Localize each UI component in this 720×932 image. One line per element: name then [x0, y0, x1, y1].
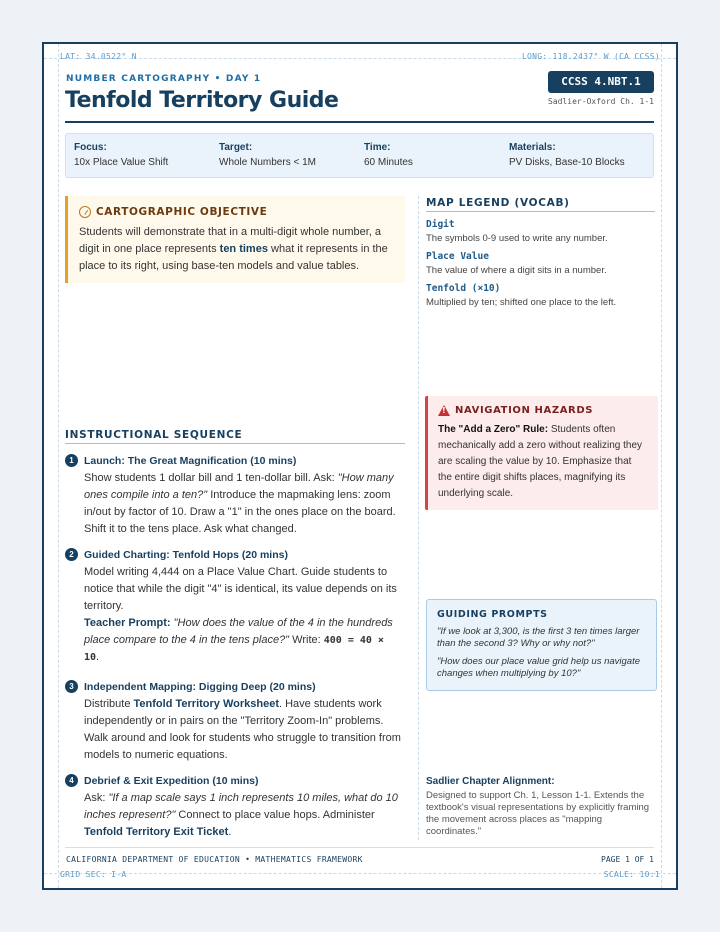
- page-number: PAGE 1 OF 1: [601, 855, 654, 864]
- legend-term: Digit: [426, 219, 455, 230]
- hazards-body: Students often mechanically add a zero without realizing they are scaling the value by 10. Emphasize that the entire digit shifts places, magnifying its underlying scale.: [438, 424, 642, 499]
- title-divider: [65, 121, 654, 123]
- step-quote: "How many ones compile into a ten?": [84, 472, 394, 501]
- objective-heading: [79, 206, 395, 218]
- info-focus: [74, 142, 168, 168]
- step-quote: "How does the value of the 4 in the hundreds place compare to the 4 in the tens place?": [84, 617, 393, 646]
- hazards-callout: [425, 396, 658, 510]
- alignment-text: Designed to support Ch. 1, Lesson 1-1. Extends the textbook's visual representations by explicitly framing the movement across places as "mapping coordinates.": [426, 790, 650, 837]
- step-title: Debrief & Exit Expedition (10 mins): [84, 774, 259, 787]
- step-text: .: [228, 826, 232, 838]
- step-body: [65, 790, 405, 841]
- coord-top-left: LAT: 34.0522° N: [60, 52, 137, 61]
- footer-divider: [65, 847, 654, 848]
- step-text: Connect to place value hops. Administer: [175, 809, 375, 821]
- info-label: Materials:: [509, 142, 556, 153]
- info-value: PV Disks, Base-10 Blocks: [509, 157, 625, 168]
- step-3: [65, 680, 405, 764]
- step-body: [65, 696, 405, 764]
- footer-source: CALIFORNIA DEPARTMENT OF EDUCATION • MATHEMATICS FRAMEWORK: [66, 855, 363, 864]
- legend-def: The value of where a digit sits in a number.: [426, 265, 607, 276]
- info-bar: [65, 133, 654, 178]
- step-title: Launch: The Great Magnification (10 mins): [84, 454, 297, 467]
- grid-line: [44, 873, 676, 874]
- objective-callout: [65, 196, 405, 283]
- legend-item: [426, 251, 658, 276]
- step-heading: [65, 774, 405, 787]
- kicker: NUMBER CARTOGRAPHY • DAY 1: [66, 74, 262, 84]
- info-value: 60 Minutes: [364, 157, 413, 168]
- objective-text: [79, 224, 395, 275]
- source-label: Sadlier-Oxford Ch. 1-1: [548, 97, 654, 106]
- prompts-heading: GUIDING PROMPTS: [437, 609, 548, 620]
- step-quote: "If a map scale says 1 inch represents 10 miles, what do 10 inches represent?": [84, 792, 398, 821]
- objective-emphasis: ten times: [219, 243, 268, 255]
- step-body: [65, 470, 405, 538]
- legend-divider: [426, 211, 655, 212]
- step-heading: [65, 454, 405, 467]
- worksheet-name: Tenfold Territory Worksheet: [133, 698, 279, 710]
- step-number: 3: [65, 680, 78, 693]
- grid-line: [58, 44, 59, 888]
- step-heading: [65, 548, 405, 561]
- prompt-item: "How does our place value grid help us navigate changes when multiplying by 10?": [437, 656, 640, 679]
- step-number: 4: [65, 774, 78, 787]
- info-label: Target:: [219, 142, 253, 153]
- step-text: . Have students work independently or in pairs on the "Territory Zoom-In" problems. Walk around and look for students who struggle to transition from models to numeric equations.: [84, 698, 401, 761]
- legend-item: [426, 283, 658, 308]
- info-value: Whole Numbers < 1M: [219, 157, 316, 168]
- sequence-heading: INSTRUCTIONAL SEQUENCE: [65, 429, 243, 441]
- info-time: [364, 142, 413, 168]
- step-number: 2: [65, 548, 78, 561]
- step-text: .: [96, 651, 100, 663]
- hazards-rule: The "Add a Zero" Rule:: [438, 424, 549, 435]
- legend-term: Place Value: [426, 251, 489, 262]
- info-value: 10x Place Value Shift: [74, 157, 169, 168]
- standard-badge: CCSS 4.NBT.1: [548, 71, 654, 93]
- legend-item: [426, 219, 658, 244]
- teacher-prompt-label: Teacher Prompt:: [84, 617, 171, 629]
- step-text: Distribute: [84, 698, 134, 710]
- step-text: Ask:: [84, 792, 109, 804]
- info-target: [219, 142, 316, 168]
- objective-text-b: what it represents in the place to its right, using base-ten models and value tables.: [79, 243, 388, 272]
- guiding-prompts: [426, 599, 657, 691]
- hazards-heading: [438, 405, 648, 416]
- equation: 400 = 40 × 10: [84, 635, 384, 663]
- warning-icon: [438, 405, 450, 416]
- compass-icon: [79, 206, 91, 218]
- step-text: Introduce the mapmaking lens: zoom in/out by factor of 10. Draw a "1" in the ones place on the board. Shift it to the tens place. Ask what changed.: [84, 489, 396, 535]
- legend-def: Multiplied by ten; shifted one place to the left.: [426, 297, 617, 308]
- step-2: [65, 548, 405, 666]
- exit-ticket-name: Tenfold Territory Exit Ticket: [84, 826, 229, 838]
- step-title: Independent Mapping: Digging Deep (20 mins): [84, 680, 316, 693]
- page-title: Tenfold Territory Guide: [65, 88, 339, 113]
- grid-line: [661, 44, 662, 888]
- column-divider: [418, 196, 419, 840]
- legend-def: The symbols 0-9 used to write any number.: [426, 233, 608, 244]
- legend-heading: MAP LEGEND (VOCAB): [426, 197, 570, 209]
- objective-heading-text: CARTOGRAPHIC OBJECTIVE: [96, 206, 268, 218]
- step-heading: [65, 680, 405, 693]
- chapter-alignment: [426, 776, 658, 838]
- coord-top-right: LONG: 118.2437° W (CA CCSS): [521, 52, 660, 61]
- step-4: [65, 774, 405, 841]
- coord-bottom-left: GRID SEC: I-A: [60, 870, 127, 879]
- lesson-page: [42, 42, 678, 890]
- objective-text-a: Students will demonstrate that in a multi-digit whole number, a digit in one place represents: [79, 226, 382, 255]
- alignment-heading: Sadlier Chapter Alignment:: [426, 776, 555, 787]
- coord-bottom-right: SCALE: 10:1: [603, 870, 660, 879]
- step-text: Write:: [289, 634, 324, 646]
- info-label: Focus:: [74, 142, 107, 153]
- prompt-item: "If we look at 3,300, is the first 3 ten times larger than the second 3? Why or why not?": [437, 626, 640, 649]
- step-1: [65, 454, 405, 538]
- hazards-heading-text: NAVIGATION HAZARDS: [455, 405, 594, 416]
- hazards-text: [438, 422, 648, 502]
- legend-term: Tenfold (×10): [426, 283, 501, 294]
- info-label: Time:: [364, 142, 391, 153]
- step-text: Show students 1 dollar bill and 1 ten-dollar bill. Ask:: [84, 472, 338, 484]
- step-text: Model writing 4,444 on a Place Value Chart. Guide students to notice that while the digit "4" is identical, its value depends on its territory.: [84, 566, 397, 612]
- step-number: 1: [65, 454, 78, 467]
- step-title: Guided Charting: Tenfold Hops (20 mins): [84, 548, 288, 561]
- info-materials: [509, 142, 625, 168]
- sequence-divider: [65, 443, 405, 444]
- step-body: [65, 564, 405, 666]
